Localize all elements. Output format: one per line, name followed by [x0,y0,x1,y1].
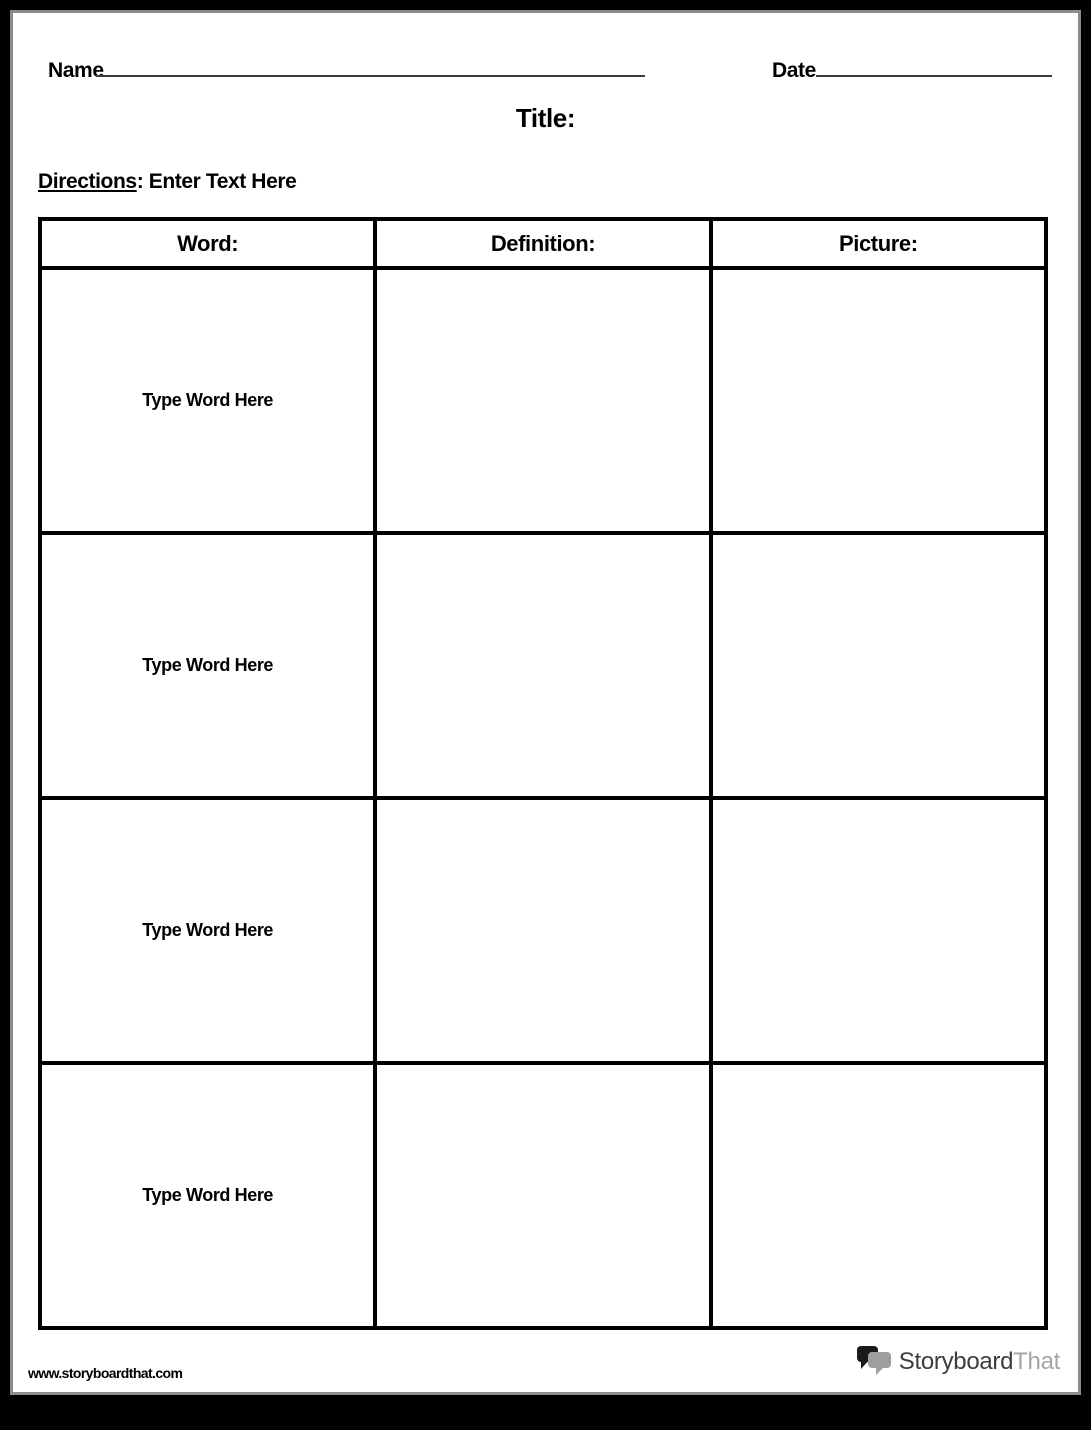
definition-cell[interactable] [375,1063,710,1328]
table-row [40,268,1046,533]
name-fill-line[interactable] [96,75,645,77]
storyboardthat-logo [856,1345,1060,1379]
word-cell[interactable]: Type Word Here [40,533,375,798]
logo-wordmark [899,1348,1060,1376]
picture-cell[interactable] [711,533,1046,798]
date-label: Date [772,59,816,82]
directions-label: Directions [38,170,137,193]
column-header-picture: Picture: [711,219,1046,268]
column-header-word: Word: [40,219,375,268]
column-header-definition: Definition: [375,219,710,268]
word-cell[interactable]: Type Word Here [40,268,375,533]
date-fill-line[interactable] [816,75,1052,77]
directions-text[interactable]: Enter Text Here [148,170,297,193]
table-row [40,533,1046,798]
vocabulary-table [38,217,1048,1330]
worksheet-title[interactable]: Title: [515,103,576,133]
picture-cell[interactable] [711,1063,1046,1328]
word-cell[interactable]: Type Word Here [40,1063,375,1328]
definition-cell[interactable] [375,268,710,533]
table-row [40,1063,1046,1328]
table-header-row [40,219,1046,268]
picture-cell[interactable] [711,268,1046,533]
worksheet-page [10,10,1081,1395]
speech-bubbles-icon [856,1345,894,1379]
definition-cell[interactable] [375,533,710,798]
website-url: www.storyboardthat.com [28,1365,183,1381]
table-row [40,798,1046,1063]
logo-text-storyboard: Storyboard [898,1348,1014,1375]
picture-cell[interactable] [711,798,1046,1063]
directions-row [38,170,296,194]
word-cell[interactable]: Type Word Here [40,798,375,1063]
logo-text-that: That [1013,1348,1060,1375]
definition-cell[interactable] [375,798,710,1063]
directions-separator: : [136,170,149,193]
name-label: Name [48,59,104,82]
